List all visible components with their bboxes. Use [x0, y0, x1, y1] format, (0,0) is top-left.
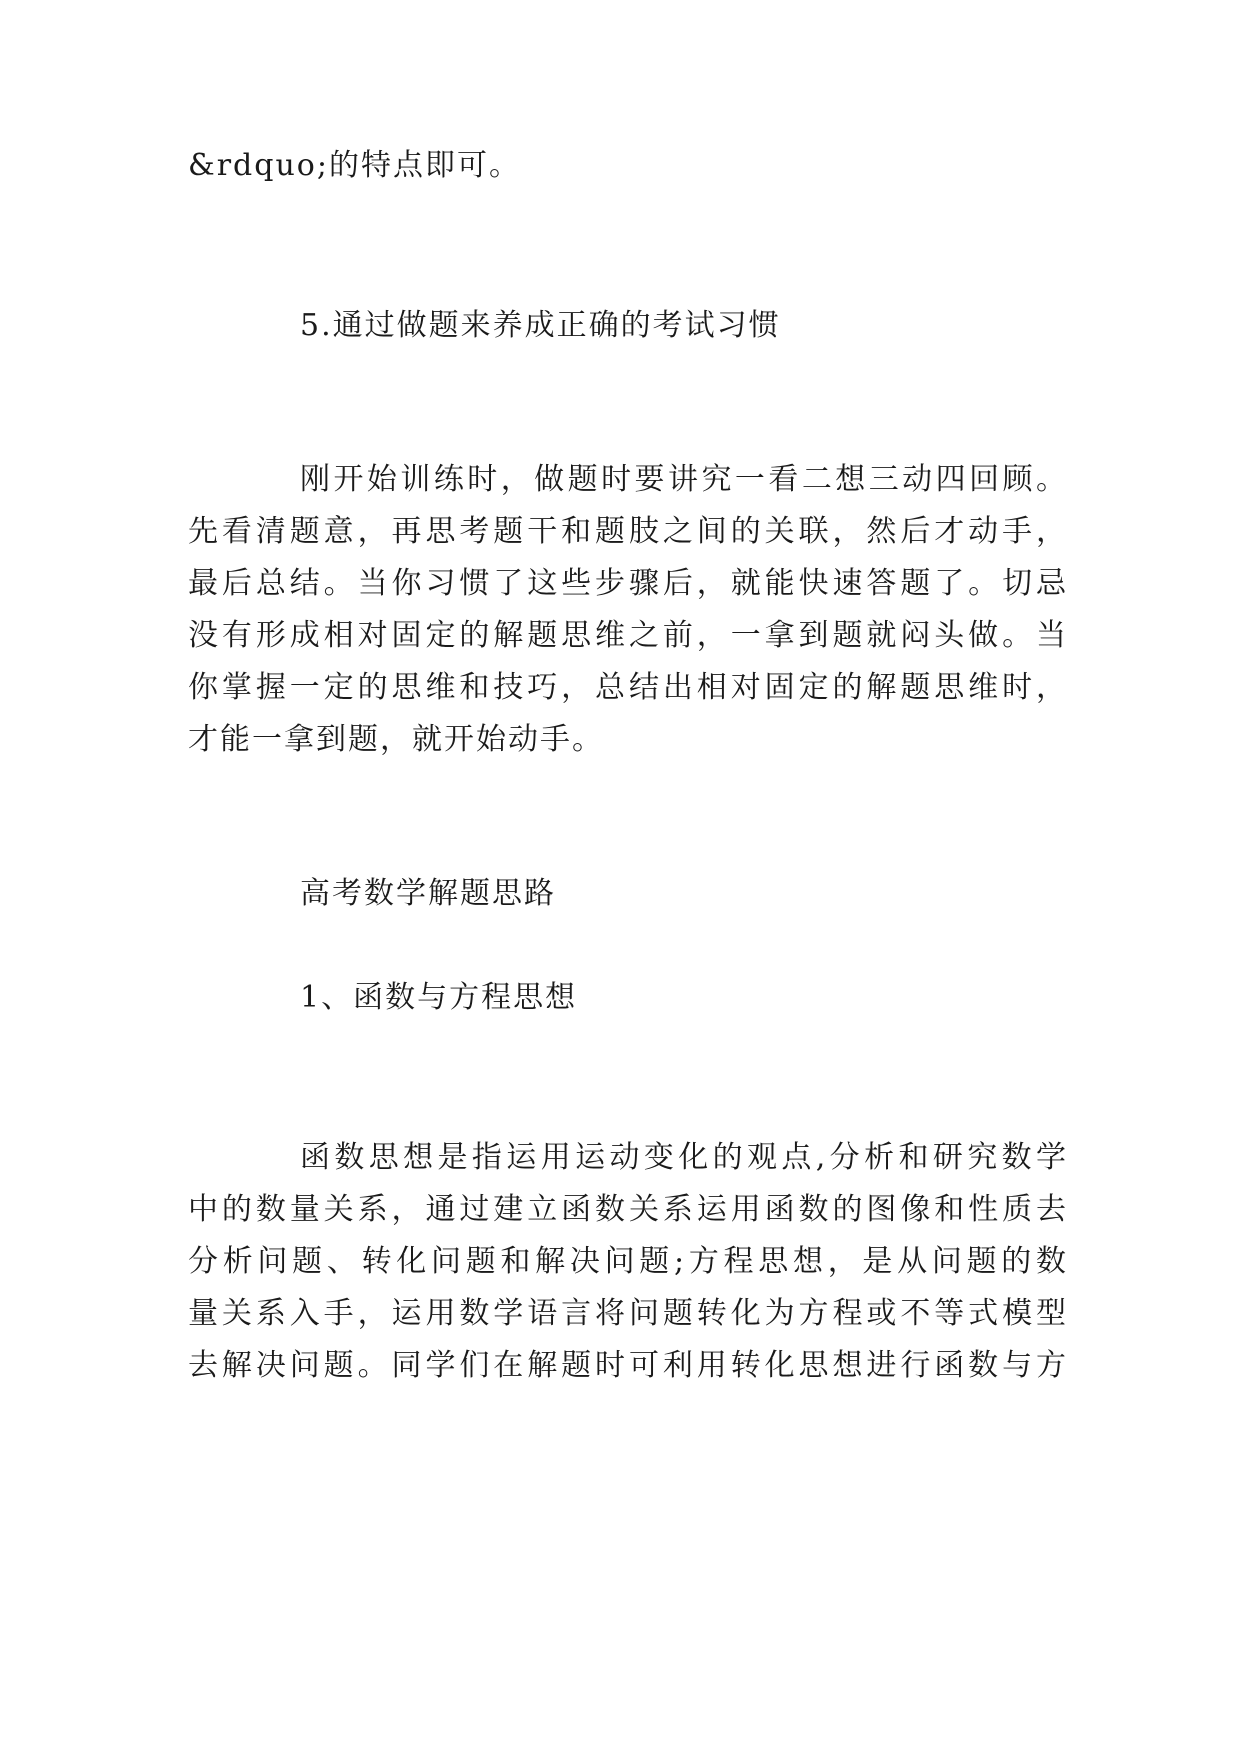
paragraph-line: 分析问题、转化问题和解决问题;方程思想，是从问题的数 [188, 1244, 1068, 1279]
paragraph-line: 没有形成相对固定的解题思维之前，一拿到题就闷头做。当 [188, 618, 1068, 653]
paragraph-line: 函数思想是指运用运动变化的观点,分析和研究数学 [300, 1140, 1068, 1175]
section-title: 高考数学解题思路 [300, 876, 556, 911]
paragraph-line: 量关系入手，运用数学语言将问题转化为方程或不等式模型 [188, 1296, 1068, 1331]
paragraph-line: 才能一拿到题，就开始动手。 [188, 722, 604, 757]
paragraph-line: 最后总结。当你习惯了这些步骤后，就能快速答题了。切忌 [188, 566, 1068, 601]
paragraph-line: 刚开始训练时，做题时要讲究一看二想三动四回顾。 [300, 462, 1068, 497]
subsection-1-heading: 1、函数与方程思想 [300, 980, 578, 1015]
paragraph-line: 中的数量关系，通过建立函数关系运用函数的图像和性质去 [188, 1192, 1068, 1227]
section-5-heading: 5.通过做题来养成正确的考试习惯 [300, 308, 781, 343]
paragraph-line: 先看清题意，再思考题干和题肢之间的关联，然后才动手， [188, 514, 1068, 549]
paragraph-line: 去解决问题。同学们在解题时可利用转化思想进行函数与方 [188, 1348, 1068, 1383]
paragraph-line: 你掌握一定的思维和技巧，总结出相对固定的解题思维时， [188, 670, 1068, 705]
fragment-line: &rdquo;的特点即可。 [188, 148, 521, 183]
